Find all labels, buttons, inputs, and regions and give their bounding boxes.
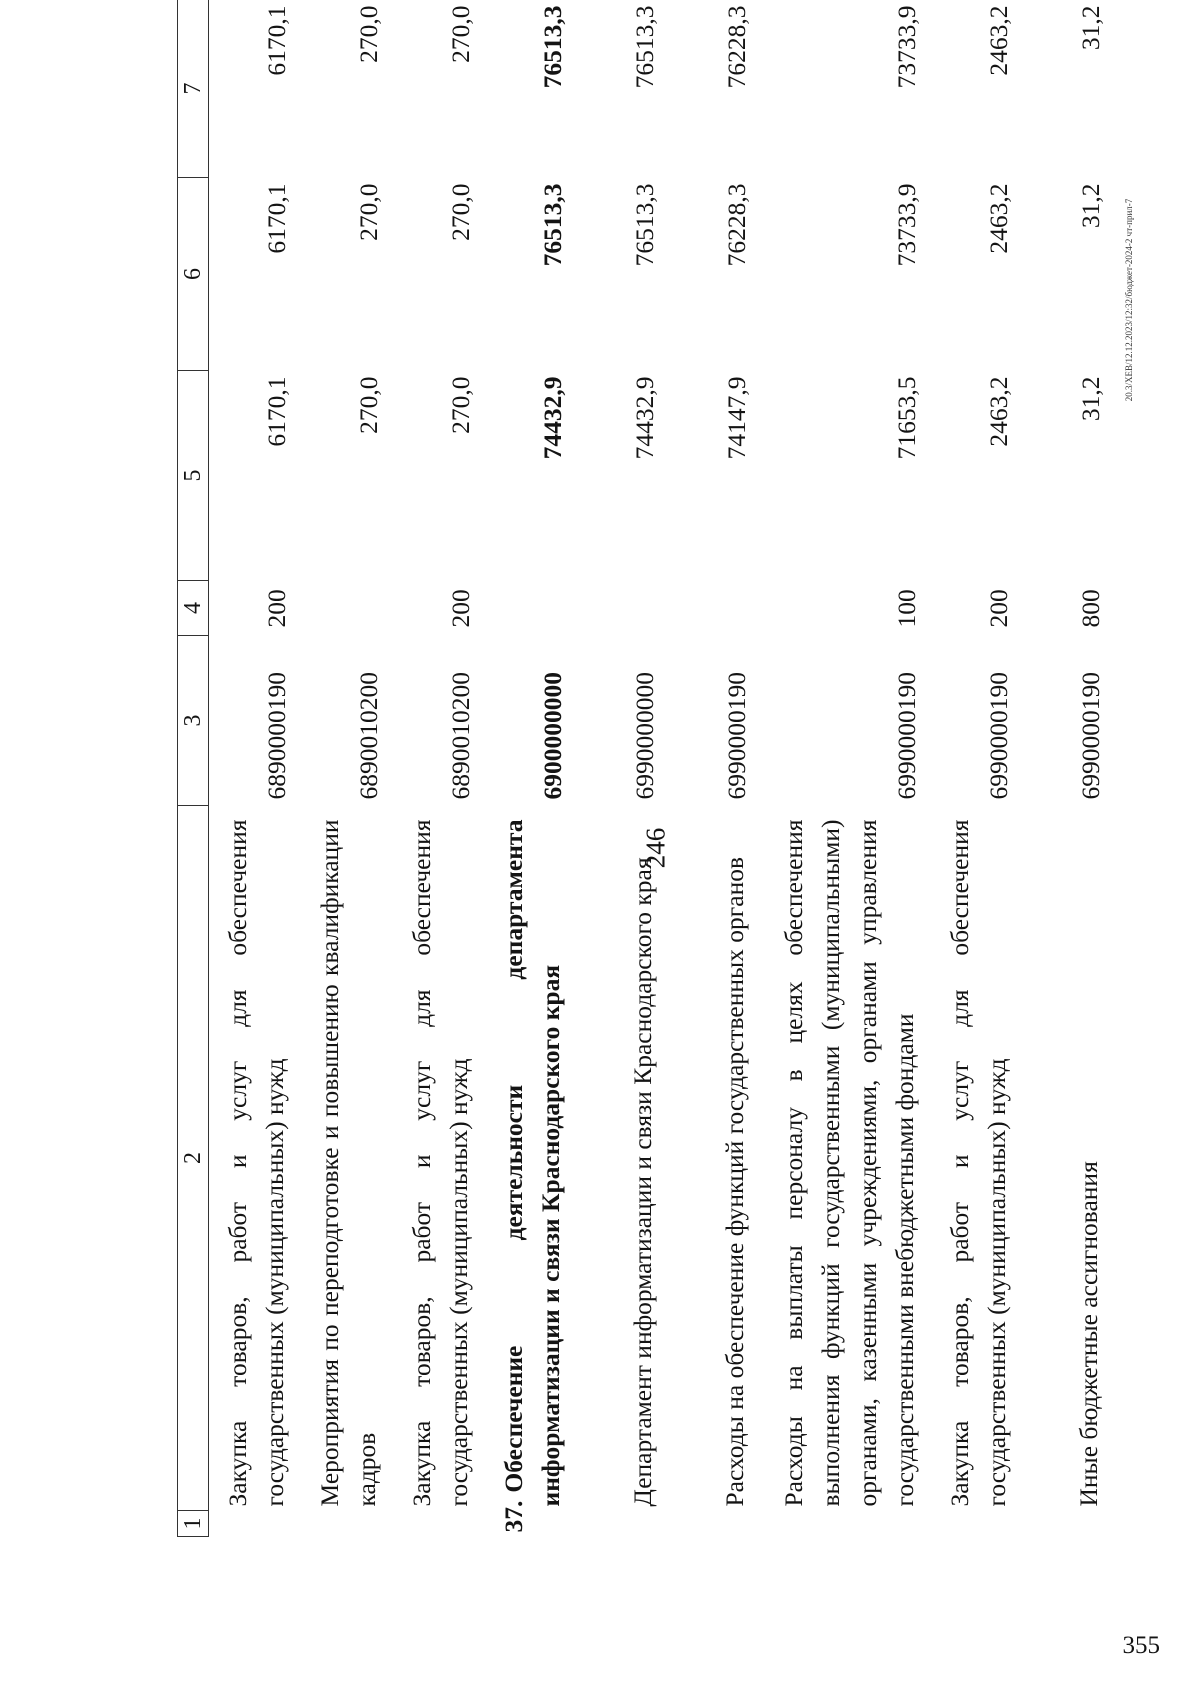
table-row xyxy=(387,0,479,1537)
row-value-col5: 74147,9 xyxy=(721,376,751,460)
row-value-col7: 76513,3 xyxy=(537,5,567,89)
section-title xyxy=(479,806,571,1537)
row-kind xyxy=(479,581,571,636)
header-col-1: 1 xyxy=(178,1511,209,1537)
row-value-col7: 31,2 xyxy=(1075,5,1105,51)
row-value-col5: 74432,9 xyxy=(537,376,567,460)
header-col-2: 2 xyxy=(178,806,209,1511)
page-number: 246 xyxy=(640,827,671,869)
row-code: 6890000190 xyxy=(261,672,291,800)
row-value-col7: 6170,1 xyxy=(261,5,291,76)
header-col-4: 4 xyxy=(178,581,209,636)
sheet-number: 355 xyxy=(1122,1632,1160,1659)
row-value-col7: 76513,3 xyxy=(629,5,659,89)
row-value-col5: 2463,2 xyxy=(983,376,1013,447)
header-col-6: 6 xyxy=(178,178,209,371)
table-body xyxy=(209,0,1109,1537)
table-row xyxy=(1017,0,1109,1537)
row-value-col5: 31,2 xyxy=(1075,376,1105,422)
header-col-3: 3 xyxy=(178,636,209,806)
row-code: 6990000190 xyxy=(1075,672,1105,800)
row-value-col6: 76513,3 xyxy=(537,183,567,267)
table-row xyxy=(295,0,387,1537)
row-value-col5: 74432,9 xyxy=(629,376,659,460)
row-kind xyxy=(663,581,755,636)
row-value-col7: 270,0 xyxy=(445,5,475,63)
row-value-col6: 270,0 xyxy=(445,183,475,241)
row-name: Иные бюджетные ассигнования xyxy=(1073,1161,1103,1507)
row-value-col6: 73733,9 xyxy=(891,183,921,267)
row-code: 6890010200 xyxy=(353,672,383,800)
table-row xyxy=(663,0,755,1537)
row-value-col6: 270,0 xyxy=(353,183,383,241)
row-name: Мероприятия по переподготовке и повышению квалификации кадров xyxy=(314,819,381,1507)
row-kind: 800 xyxy=(1075,589,1105,628)
row-name: Департамент информатизации и связи Краснодарского края xyxy=(627,857,657,1507)
table-row xyxy=(925,0,1017,1537)
header-col-7: 7 xyxy=(178,0,209,178)
row-code: 6990000000 xyxy=(629,672,659,800)
row-code: 6990000190 xyxy=(891,672,921,800)
row-name: Закупка товаров, работ и услуг для обеспечения государственных (муниципальных) нужд xyxy=(406,819,473,1507)
row-value-col6: 76513,3 xyxy=(629,183,659,267)
table-row-section-37 xyxy=(479,0,571,1537)
row-kind xyxy=(295,581,387,636)
row-code: 6990000190 xyxy=(983,672,1013,800)
row-value-col5: 6170,1 xyxy=(261,376,291,447)
row-name: Обеспечение деятельности департамента информатизации и связи Краснодарского края xyxy=(498,819,565,1507)
row-code: 6890010200 xyxy=(445,672,475,800)
row-value-col6: 6170,1 xyxy=(261,183,291,254)
row-kind xyxy=(571,581,663,636)
row-value-col6: 76228,3 xyxy=(721,183,751,267)
table-row xyxy=(209,0,295,1537)
row-kind: 200 xyxy=(445,589,475,628)
row-value-col7: 2463,2 xyxy=(983,5,1013,76)
row-value-col6: 31,2 xyxy=(1075,183,1105,229)
section-number: 37. xyxy=(498,1500,528,1533)
table-header xyxy=(178,0,209,1537)
row-value-col7: 73733,9 xyxy=(891,5,921,89)
row-kind: 200 xyxy=(983,589,1013,628)
row-code: 6900000000 xyxy=(537,672,567,800)
row-name: Расходы на обеспечение функций государственных органов xyxy=(719,856,749,1507)
header-col-5: 5 xyxy=(178,371,209,581)
row-value-col5: 270,0 xyxy=(445,376,475,434)
budget-table xyxy=(177,0,1109,1537)
row-name: Расходы на выплаты персоналу в целях обеспечения выполнения функций государственными (муниципальными) органами, казенными учреждениями, органами управления государственными внебюджетными фондами xyxy=(778,819,919,1507)
row-kind: 200 xyxy=(261,589,291,628)
row-value-col6: 2463,2 xyxy=(983,183,1013,254)
row-value-col7: 270,0 xyxy=(353,5,383,63)
row-name: Закупка товаров, работ и услуг для обеспечения государственных (муниципальных) нужд xyxy=(944,819,1011,1507)
row-name: Закупка товаров, работ и услуг для обеспечения государственных (муниципальных) нужд xyxy=(222,819,289,1507)
table-row xyxy=(755,0,925,1537)
row-value-col5: 71653,5 xyxy=(891,376,921,460)
table-row xyxy=(571,0,663,1537)
rotated-table-container xyxy=(177,0,1137,1537)
row-code: 6990000190 xyxy=(721,672,751,800)
footer-code: 20.3/XEB/12.12.2023/12:32/бюджет-2024-2 чт-прил-7 xyxy=(1124,198,1134,402)
row-value-col5: 270,0 xyxy=(353,376,383,434)
row-value-col7: 76228,3 xyxy=(721,5,751,89)
row-kind: 100 xyxy=(891,589,921,628)
